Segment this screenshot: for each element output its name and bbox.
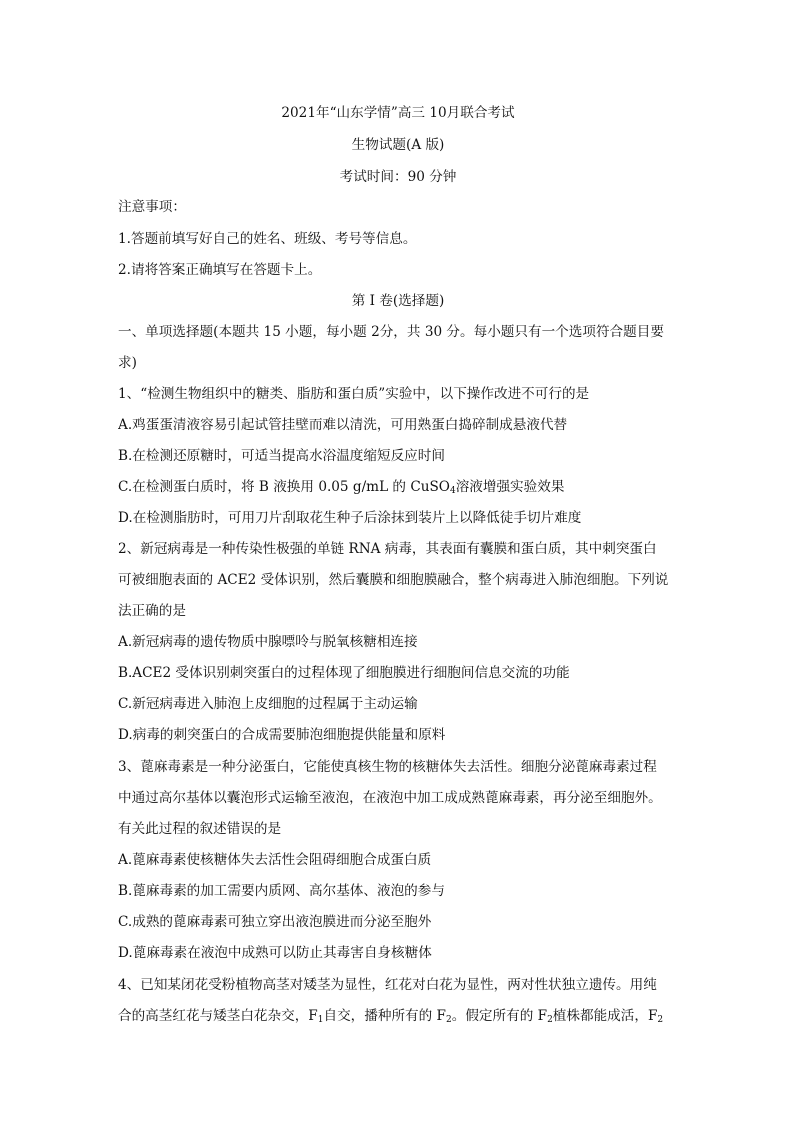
- q2-option-c: C.新冠病毒进入肺泡上皮细胞的过程属于主动运输: [118, 696, 418, 712]
- section-instructions-line-2: 求): [118, 355, 137, 371]
- q3-option-d: D.蓖麻毒素在液泡中成熟可以防止其毒害自身核糖体: [118, 945, 432, 961]
- exam-time: 考试时间：90 分钟: [339, 169, 457, 185]
- q1-option-d: D.在检测脂肪时，可用刀片刮取花生种子后涂抹到装片上以降低徒手切片难度: [118, 510, 582, 526]
- q2-stem-line-3: 法正确的是: [118, 603, 186, 619]
- q1-option-a: A.鸡蛋蛋清液容易引起试管挂壁而难以清洗，可用熟蛋白捣碎制成悬液代替: [118, 417, 568, 433]
- notes-heading: 注意事项：: [118, 199, 186, 215]
- q3-option-c: C.成熟的蓖麻毒素可独立穿出液泡膜进而分泌至胞外: [118, 914, 432, 930]
- q2-option-d: D.病毒的刺突蛋白的合成需要肺泡细胞提供能量和原料: [118, 727, 446, 743]
- q3-stem-line-2: 中通过高尔基体以囊泡形式运输至液泡，在液泡中加工成成熟蓖麻毒素，再分泌至细胞外。: [118, 790, 662, 806]
- q3-option-b: B.蓖麻毒素的加工需要内质网、高尔基体、液泡的参与: [118, 883, 445, 899]
- q2-option-a: A.新冠病毒的遗传物质中腺嘌呤与脱氧核糖相连接: [118, 634, 418, 650]
- q3-stem-line-1: 3、蓖麻毒素是一种分泌蛋白，它能使真核生物的核糖体失去活性。细胞分泌蓖麻毒素过程: [118, 759, 657, 775]
- q3-option-a: A.蓖麻毒素使核糖体失去活性会阻碍细胞合成蛋白质: [118, 852, 432, 868]
- section-title: 第 I 卷(选择题): [351, 293, 445, 309]
- note-item-1: 1.答题前填写好自己的姓名、班级、考号等信息。: [118, 231, 417, 247]
- q1-stem: 1、“检测生物组织中的糖类、脂肪和蛋白质”实验中，以下操作改进不可行的是: [118, 386, 590, 402]
- exam-subject: 生物试题(A 版): [351, 137, 445, 153]
- q4-stem-line-2: 合的高茎红花与矮茎白花杂交，$F_1$自交，播种所有的 $F_2$。假定所有的 $F_2$植株都能成活，$F_2$: [118, 1008, 664, 1025]
- q3-stem-line-3: 有关此过程的叙述错误的是: [118, 821, 282, 837]
- q2-stem-line-2: 可被细胞表面的 ACE2 受体识别，然后囊膜和细胞膜融合，整个病毒进入肺泡细胞。下列说: [118, 572, 669, 588]
- exam-title: 2021年“山东学情”高三 10月联合考试: [281, 105, 515, 121]
- q2-stem-line-1: 2、新冠病毒是一种传染性极强的单链 RNA 病毒，其表面有囊膜和蛋白质，其中刺突蛋白: [118, 541, 657, 557]
- q4-stem-line-1: 4、已知某闭花受粉植物高茎对矮茎为显性，红花对白花为显性，两对性状独立遗传。用纯: [118, 977, 657, 993]
- note-item-2: 2.请将答案正确填写在答题卡上。: [118, 262, 322, 278]
- section-instructions-line-1: 一、单项选择题(本题共 15 小题，每小题 2分，共 30 分。每小题只有一个选项符合题目要: [118, 324, 664, 340]
- q1-option-c: C.在检测蛋白质时，将 B 液换用 0.05 g/mL 的 CuSO$_4$溶液增强实验效果: [118, 479, 565, 496]
- q1-option-b: B.在检测还原糖时，可适当提高水浴温度缩短反应时间: [118, 448, 445, 464]
- q2-option-b: B.ACE2 受体识别刺突蛋白的过程体现了细胞膜进行细胞间信息交流的功能: [118, 665, 570, 681]
